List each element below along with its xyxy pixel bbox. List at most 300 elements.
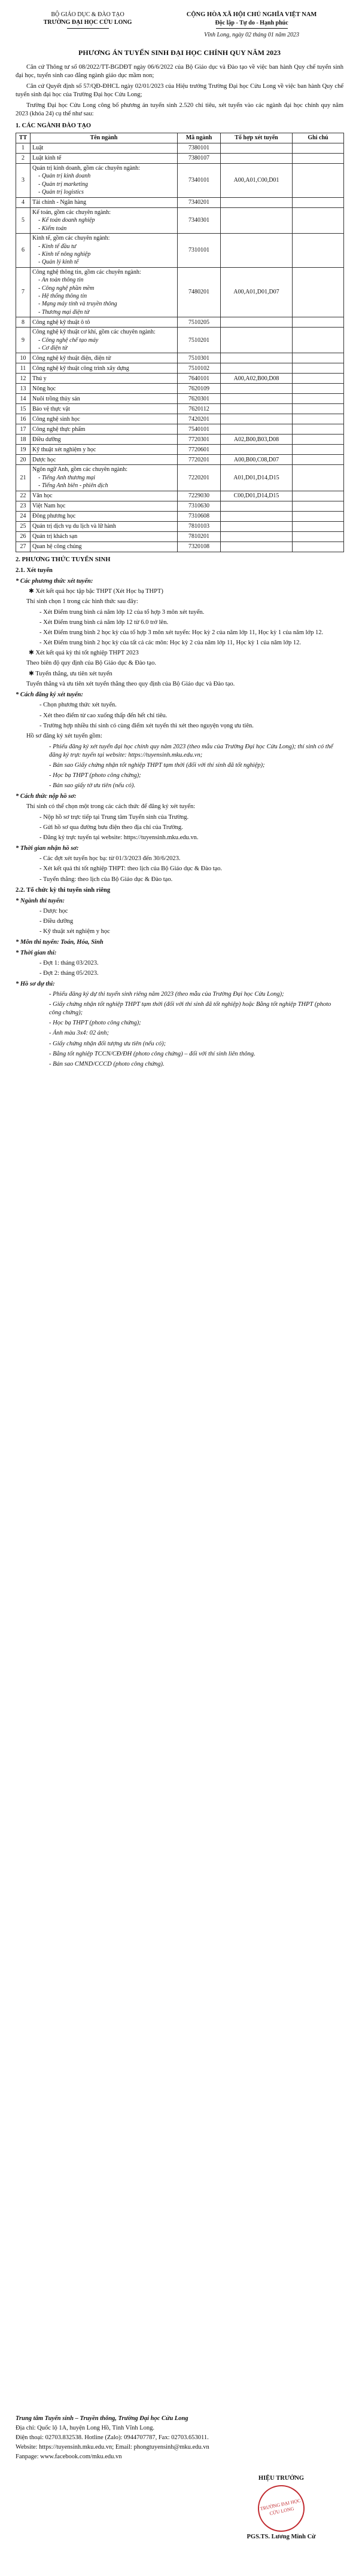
specialization: - Tiếng Anh thương mại (38, 474, 175, 482)
table-row (16, 207, 344, 233)
table-row (16, 435, 344, 445)
row-major (31, 363, 178, 374)
method-3: ✱ Tuyển thẳng, ưu tiên xét tuyển (29, 671, 112, 678)
row-note (293, 414, 344, 424)
table-row (16, 531, 344, 541)
row-code: 7420201 (178, 414, 221, 424)
exam-doc-text: Ảnh màu 3x4: 02 ảnh; (53, 1030, 109, 1037)
signature-block (227, 2474, 335, 2541)
method-1: ✱ Xét kết quả học tập bậc THPT (Xét Học bạ THPT) (29, 588, 163, 595)
method-1-option: - Xét Điểm trung bình 2 học kỳ của tổ hợp 3 môn xét tuyển: Học kỳ 2 của năm lớp 11, Học kỳ 1 của năm lớp 12. (39, 629, 324, 637)
row-combo (221, 363, 293, 374)
table-row (16, 404, 344, 414)
row-tt: 16 (16, 414, 31, 424)
exam-doc: - Học bạ THPT (photo công chứng); (49, 1020, 141, 1027)
motto-underline (216, 28, 288, 29)
row-tt: 7 (16, 267, 31, 317)
exam-major-text: Điều dưỡng (43, 917, 74, 925)
exam-doc-text: Bản sao CMND/CCCD (photo công chứng). (53, 1060, 165, 1067)
document-item: - Học bạ THPT (photo công chứng); (49, 772, 141, 779)
contact-address: Địa chỉ: Quốc lộ 1A, huyện Long Hồ, Tỉnh Vĩnh Long. (16, 2425, 155, 2432)
specialization: - Quản trị kinh doanh (38, 172, 175, 180)
row-tt: 3 (16, 163, 31, 197)
major-name: Nông học (32, 385, 56, 392)
table-row (16, 501, 344, 511)
exam-time-text: Đợt 1: tháng 03/2023. (43, 960, 99, 967)
exam-major-text: Dược học (43, 907, 68, 914)
row-note (293, 531, 344, 541)
row-major (31, 541, 178, 552)
major-name: Tài chính - Ngân hàng (32, 199, 86, 206)
major-name: Quản trị kinh doanh, gồm các chuyên ngành: (32, 164, 140, 172)
document-item-text: Bản sao giấy tờ ưu tiên (nếu có). (53, 782, 136, 789)
exam-doc: - Bản sao CMND/CCCD (photo công chứng). (49, 1060, 165, 1067)
exam-time-heading: * Thời gian thi: (16, 949, 57, 956)
table-row (16, 233, 344, 267)
nation-block (160, 11, 343, 39)
row-note (293, 197, 344, 207)
major-name: Kinh tế, gồm các chuyên ngành: (32, 235, 110, 242)
section-2-title: 2. PHƯƠNG THỨC TUYỂN SINH (16, 556, 111, 563)
row-tt: 4 (16, 197, 31, 207)
intro-paragraph: Trường Đại học Cửu Long công bố phương án tuyển sinh 2.520 chỉ tiêu, xét tuyển vào các ngành đại học chính quy năm 2023 (khóa 24) cụ thể như sau: (16, 102, 343, 118)
method-1-option-text: Xét Điểm trung bình cả năm lớp 12 của tổ hợp 3 môn xét tuyển. (43, 608, 205, 616)
row-tt: 13 (16, 384, 31, 394)
section-2-1-title: 2.1. Xét tuyển (16, 567, 53, 574)
row-note (293, 465, 344, 491)
table-row (16, 267, 344, 317)
row-note (293, 317, 344, 328)
row-major (31, 414, 178, 424)
document-item-text: Bản sao Giấy chứng nhận tốt nghiệp THPT tạm thời (đối với thí sinh đã tốt nghiệp); (53, 761, 265, 769)
row-combo (221, 233, 293, 267)
row-tt: 22 (16, 491, 31, 501)
table-row (16, 153, 344, 163)
signer-role: HIỆU TRƯỞNG (258, 2475, 305, 2482)
specialization: - Hệ thống thông tin (38, 292, 175, 300)
exam-doc-text: Giấy chứng nhận đối tượng ưu tiên (nếu có); (53, 1040, 166, 1047)
row-tt: 18 (16, 435, 31, 445)
method-1-option-text: Xét Điểm trung bình cả năm lớp 12 từ 6.0 trở lên. (43, 619, 169, 626)
row-code: 7540101 (178, 424, 221, 435)
university-name: TRƯỜNG ĐẠI HỌC CỬU LONG (43, 19, 132, 26)
major-name: Công nghệ kỹ thuật điện, điện tử (32, 354, 111, 362)
specialization: - Công nghệ phần mềm (38, 284, 175, 292)
row-major (31, 163, 178, 197)
submission-way-text: Đăng ký trực tuyến tại website: https://tuyensinh.mku.edu.vn. (43, 834, 199, 842)
row-code: 7640101 (178, 374, 221, 384)
exam-major: - Kỹ thuật xét nghiệm y học (39, 928, 110, 935)
row-major (31, 374, 178, 384)
timeline-item: - Tuyển thẳng: theo lịch của Bộ Giáo dục & Đào tạo. (39, 876, 173, 883)
row-tt: 2 (16, 153, 31, 163)
registration-step: - Xét theo điểm từ cao xuống thấp đến hết chỉ tiêu. (39, 712, 168, 719)
submission-way: - Nộp hồ sơ trực tiếp tại Trung tâm Tuyển sinh của Trường. (39, 814, 189, 821)
timeline-item-text: Xét kết quả thi tốt nghiệp THPT: theo lịch của Bộ Giáo dục & Đào tạo. (43, 865, 223, 873)
method-1-label: Xét kết quả học tập bậc THPT (Xét Học bạ THPT) (35, 588, 163, 595)
university-seal: TRƯỜNG ĐẠI HỌC CỬU LONG (254, 2481, 309, 2537)
majors-table (16, 133, 344, 552)
submission-heading: * Cách thức nộp hồ sơ: (16, 793, 77, 800)
signer-name: PGS.TS. Lương Minh Cừ (247, 2534, 316, 2541)
row-major (31, 521, 178, 531)
col-header-tt: TT (16, 133, 31, 143)
row-major (31, 445, 178, 455)
table-row (16, 143, 344, 153)
exam-doc-text: Học bạ THPT (photo công chứng); (53, 1020, 141, 1027)
document-item: - Bản sao giấy tờ ưu tiên (nếu có). (49, 782, 136, 789)
row-major (31, 233, 178, 267)
document-title: PHƯƠNG ÁN TUYỂN SINH ĐẠI HỌC CHÍNH QUY NĂM 2023 (78, 48, 281, 57)
row-note (293, 424, 344, 435)
row-tt: 25 (16, 521, 31, 531)
method-2: ✱ Xét kết quả kỳ thi tốt nghiệp THPT 2023 (29, 650, 139, 657)
specialization: - Cơ điện tử (38, 344, 175, 352)
row-code: 7480201 (178, 267, 221, 317)
table-row (16, 317, 344, 328)
method-2-text: Theo biên độ quy định của Bộ Giáo dục & Đào tạo. (26, 660, 156, 667)
row-tt: 1 (16, 143, 31, 153)
row-major (31, 197, 178, 207)
row-code: 7220201 (178, 465, 221, 491)
major-name: Thú y (32, 375, 47, 382)
table-row (16, 363, 344, 374)
table-row (16, 521, 344, 531)
major-name: Bảo vệ thực vật (32, 405, 70, 412)
method-1-option-text: Xét Điểm trung bình 2 học kỳ của tất cả các môn: Học kỳ 2 của năm lớp 11, Học kỳ 1 của năm lớp 12. (43, 640, 302, 647)
major-name: Quản trị khách sạn (32, 533, 78, 540)
table-row (16, 491, 344, 501)
row-note (293, 384, 344, 394)
row-tt: 6 (16, 233, 31, 267)
timeline-heading: * Thời gian nhận hồ sơ: (16, 845, 79, 852)
table-row (16, 465, 344, 491)
method-2-label: Xét kết quả kỳ thi tốt nghiệp THPT 2023 (35, 650, 139, 657)
row-combo (221, 531, 293, 541)
table-row (16, 394, 344, 404)
major-name: Đông phương học (32, 512, 76, 519)
row-note (293, 233, 344, 267)
registration-step: - Trường hợp nhiều thí sinh có cùng điểm xét tuyển thì xét theo nguyện vọng ưu tiên. (39, 722, 254, 729)
row-combo (221, 424, 293, 435)
issuer-underline (67, 28, 109, 29)
row-note (293, 445, 344, 455)
row-tt: 14 (16, 394, 31, 404)
document-header (16, 11, 343, 39)
major-name: Điều dưỡng (32, 436, 61, 443)
ministry-name: BỘ GIÁO DỤC & ĐÀO TẠO (51, 11, 124, 18)
row-note (293, 363, 344, 374)
exam-time-text: Đợt 2: tháng 05/2023. (43, 970, 99, 977)
table-row (16, 374, 344, 384)
row-tt: 27 (16, 541, 31, 552)
timeline-item: - Các đợt xét tuyển học bạ: từ 01/3/2023 đến 30/6/2023. (39, 855, 181, 862)
method-1-option: - Xét Điểm trung bình 2 học kỳ của tất cả các môn: Học kỳ 2 của năm lớp 11, Học kỳ 1 của năm lớp 12. (39, 640, 302, 647)
row-note (293, 374, 344, 384)
row-tt: 23 (16, 501, 31, 511)
registration-step-text: Chọn phương thức xét tuyển. (43, 702, 117, 709)
row-combo (221, 511, 293, 521)
row-code: 7310101 (178, 233, 221, 267)
row-code: 7620112 (178, 404, 221, 414)
row-major (31, 424, 178, 435)
documents-heading: Hồ sơ đăng ký xét tuyển gồm: (26, 732, 102, 739)
row-note (293, 207, 344, 233)
row-note (293, 511, 344, 521)
row-combo (221, 414, 293, 424)
major-name: Công nghệ kỹ thuật ô tô (32, 319, 90, 326)
col-header-combo: Tổ hợp xét tuyển (221, 133, 293, 143)
exam-doc: - Giấy chứng nhận đối tượng ưu tiên (nếu có); (49, 1040, 166, 1047)
table-row (16, 384, 344, 394)
contact-title: Trung tâm Tuyển sinh – Truyền thông, Trường Đại học Cửu Long (16, 2415, 188, 2422)
table-row (16, 414, 344, 424)
row-major (31, 465, 178, 491)
row-tt: 10 (16, 353, 31, 363)
row-tt: 8 (16, 317, 31, 328)
row-combo (221, 207, 293, 233)
major-name: Công nghệ sinh học (32, 415, 80, 423)
major-name: Kế toán, gồm các chuyên ngành: (32, 209, 111, 216)
specializations (32, 243, 175, 267)
row-code: 7320108 (178, 541, 221, 552)
major-name: Ngôn ngữ Anh, gồm các chuyên ngành: (32, 466, 127, 473)
row-note (293, 394, 344, 404)
specialization: - Quản trị logistics (38, 188, 175, 196)
specialization: - An toàn thông tin (38, 276, 175, 284)
row-combo (221, 143, 293, 153)
col-header-name: Tên ngành (31, 133, 178, 143)
table-row (16, 163, 344, 197)
row-tt: 15 (16, 404, 31, 414)
row-major (31, 384, 178, 394)
contact-fanpage: Fanpage: www.facebook.com/mku.edu.vn (16, 2453, 122, 2461)
row-code: 7510301 (178, 353, 221, 363)
exam-docs-heading: * Hồ sơ dự thi: (16, 981, 55, 988)
specialization: - Quản lý kinh tế (38, 258, 175, 266)
majors-table-header (16, 133, 344, 143)
row-code: 7340201 (178, 197, 221, 207)
exam-doc: - Giấy chứng nhận tốt nghiệp THPT tạm thời (đối với thí sinh đã tốt nghiệp) hoặc Bằng tốt nghiệp THPT (photo công chứng); (49, 1001, 331, 1017)
major-name: Kỹ thuật xét nghiệm y học (32, 446, 96, 453)
row-code: 7380101 (178, 143, 221, 153)
row-major (31, 491, 178, 501)
row-note (293, 501, 344, 511)
col-header-code: Mã ngành (178, 133, 221, 143)
row-combo (221, 541, 293, 552)
row-combo (221, 521, 293, 531)
specialization: - Công nghệ chế tạo máy (38, 336, 175, 344)
table-row (16, 445, 344, 455)
row-note (293, 353, 344, 363)
method-3-label: Tuyển thẳng, ưu tiên xét tuyển (35, 671, 112, 678)
exam-doc-text: Bằng tốt nghiệp TCCN/CĐ/ĐH (photo công chứng) – đối với thí sinh liên thông. (53, 1050, 255, 1057)
contact-phone: Điện thoại: 02703.832538. Hotline (Zalo): 0944707787, Fax: 02703.653011. (16, 2434, 209, 2442)
intro-paragraph: Căn cứ Quyết định số 57/QĐ-ĐHCL ngày 02/01/2023 của Hiệu trưởng Trường Đại học Cửu Long về việc ban hành Quy chế tuyển sinh đại học của Trường Đại học Cửu Long; (16, 83, 343, 99)
nation-motto: Độc lập - Tự do - Hạnh phúc (215, 20, 288, 27)
major-name: Nuôi trồng thủy sản (32, 395, 80, 402)
specialization: - Kế toán doanh nghiệp (38, 216, 175, 224)
row-tt: 17 (16, 424, 31, 435)
method-1-intro: Thí sinh chọn 1 trong các hình thức sau đây: (26, 598, 138, 605)
row-note (293, 521, 344, 531)
row-note (293, 491, 344, 501)
registration-heading: * Cách đăng ký xét tuyển: (16, 692, 83, 699)
row-note (293, 404, 344, 414)
specialization: - Kinh tế đầu tư (38, 243, 175, 250)
exam-doc: - Phiếu đăng ký dự thi tuyển sinh riêng năm 2023 (theo mẫu của Trường Đại học Cửu Long); (49, 991, 284, 998)
row-combo: A00,B00,C08,D07 (221, 455, 293, 465)
submission-way: - Đăng ký trực tuyến tại website: https://tuyensinh.mku.edu.vn. (39, 834, 199, 842)
col-header-note: Ghi chú (293, 133, 344, 143)
exam-time: - Đợt 1: tháng 03/2023. (39, 960, 99, 967)
methods-heading: * Các phương thức xét tuyển: (16, 577, 93, 585)
timeline-item-text: Tuyển thẳng: theo lịch của Bộ Giáo dục & Đào tạo. (42, 876, 173, 883)
method-1-option: - Xét Điểm trung bình cả năm lớp 12 của tổ hợp 3 môn xét tuyển. (39, 608, 205, 616)
exam-doc: - Bằng tốt nghiệp TCCN/CĐ/ĐH (photo công chứng) – đối với thí sinh liên thông. (49, 1050, 255, 1057)
row-code: 7720201 (178, 455, 221, 465)
specialization: - Kiểm toán (38, 225, 175, 232)
row-tt: 21 (16, 465, 31, 491)
specializations (32, 474, 175, 490)
exam-doc-text: Phiếu đăng ký dự thi tuyển sinh riêng năm 2023 (theo mẫu của Trường Đại học Cửu Long); (53, 991, 284, 998)
specializations (32, 216, 175, 232)
row-code: 7510201 (178, 328, 221, 353)
row-tt: 9 (16, 328, 31, 353)
row-combo: A02,B00,B03,D08 (221, 435, 293, 445)
major-name: Luật kinh tế (32, 155, 62, 162)
document-item: - Phiếu đăng ký xét tuyển đại học chính quy năm 2023 (theo mẫu của Trường Đại học Cửu Long); thí sinh có thể đăng ký trực tuyến tại website: https://tuyensinh.mku.edu.vn; (49, 743, 333, 758)
table-row (16, 511, 344, 521)
row-combo (221, 197, 293, 207)
table-row (16, 541, 344, 552)
timeline-item: - Xét kết quả thi tốt nghiệp THPT: theo lịch của Bộ Giáo dục & Đào tạo. (39, 865, 223, 873)
row-tt: 20 (16, 455, 31, 465)
specializations (32, 172, 175, 196)
submission-way: - Gửi hồ sơ qua đường bưu điện theo địa chỉ của Trường. (39, 824, 183, 831)
major-name: Văn học (32, 492, 53, 499)
row-major (31, 207, 178, 233)
specialization: - Quản trị marketing (38, 180, 175, 188)
major-name: Công nghệ kỹ thuật công trình xây dựng (32, 365, 129, 372)
row-code: 7720601 (178, 445, 221, 455)
major-name: Quản trị dịch vụ du lịch và lữ hành (32, 522, 116, 530)
row-code: 7620109 (178, 384, 221, 394)
specializations (32, 276, 175, 316)
section-2-2-title: 2.2. Tổ chức kỳ thi tuyển sinh riêng (16, 886, 111, 894)
row-tt: 26 (16, 531, 31, 541)
row-major (31, 394, 178, 404)
document-item-text: Phiếu đăng ký xét tuyển đại học chính quy năm 2023 (theo mẫu của Trường Đại học Cửu Long); thí sinh có thể đăng ký trực tuyến tại website: https://tuyensinh.mku.edu.vn; (49, 743, 333, 758)
major-name: Công nghệ thực phẩm (32, 426, 86, 433)
row-tt: 11 (16, 363, 31, 374)
row-note (293, 435, 344, 445)
method-3-text: Tuyển thẳng và ưu tiên xét tuyển thẳng theo quy định của Bộ Giáo dục và Đào tạo. (26, 681, 235, 688)
row-combo (221, 501, 293, 511)
row-note (293, 267, 344, 317)
intro-paragraph: Căn cứ Thông tư số 08/2022/TT-BGDĐT ngày 06/6/2022 của Bộ Giáo dục và Đào tạo về việc ban hành Quy chế tuyển sinh đại học, tuyển sinh cao đẳng ngành giáo dục mầm non; (16, 63, 343, 79)
row-major (31, 455, 178, 465)
row-note (293, 163, 344, 197)
row-major (31, 501, 178, 511)
submission-intro: Thí sinh có thể chọn một trong các cách thức để đăng ký xét tuyển: (26, 803, 196, 810)
document-date: Vĩnh Long, ngày 02 tháng 01 năm 2023 (204, 32, 299, 39)
major-name: Quan hệ công chúng (32, 543, 82, 550)
exam-major: - Điều dưỡng (39, 917, 74, 925)
method-1-option-text: Xét Điểm trung bình 2 học kỳ của tổ hợp 3 môn xét tuyển: Học kỳ 2 của năm lớp 11, Học kỳ 1 của năm lớp 12. (43, 629, 324, 637)
registration-step: - Chọn phương thức xét tuyển. (39, 702, 117, 709)
specialization: - Thương mại điện tử (38, 308, 175, 316)
row-combo: A00,A01,C00,D01 (221, 163, 293, 197)
contact-web: Website: https://tuyensinh.mku.edu.vn; Email: phongtuyensinh@mku.edu.vn (16, 2444, 209, 2451)
section-1-title: 1. CÁC NGÀNH ĐÀO TẠO (16, 123, 92, 130)
row-combo: A01,D01,D14,D15 (221, 465, 293, 491)
row-code: 7720301 (178, 435, 221, 445)
major-name: Công nghệ thông tin, gồm các chuyên ngành: (32, 268, 141, 276)
major-name: Luật (32, 145, 44, 152)
registration-step-text: Xét theo điểm từ cao xuống thấp đến hết chỉ tiêu. (43, 712, 168, 719)
exam-time: - Đợt 2: tháng 05/2023. (39, 970, 99, 977)
row-tt: 12 (16, 374, 31, 384)
table-row (16, 328, 344, 353)
major-name: Công nghệ kỹ thuật cơ khí, gồm các chuyên ngành: (32, 329, 156, 336)
specialization: - Kinh tế nông nghiệp (38, 250, 175, 258)
majors-table-body (16, 143, 344, 552)
row-major (31, 531, 178, 541)
row-major (31, 153, 178, 163)
table-row (16, 455, 344, 465)
major-name: Việt Nam học (32, 502, 66, 509)
row-tt: 19 (16, 445, 31, 455)
row-major (31, 328, 178, 353)
row-major (31, 511, 178, 521)
row-combo (221, 328, 293, 353)
exam-doc-text: Giấy chứng nhận tốt nghiệp THPT tạm thời (đối với thí sinh đã tốt nghiệp) hoặc Bằng tốt nghiệp THPT (photo công chứng); (49, 1001, 331, 1017)
row-code: 7810201 (178, 531, 221, 541)
row-code: 7620301 (178, 394, 221, 404)
row-code: 7340101 (178, 163, 221, 197)
contact-block (16, 2415, 255, 2462)
row-major (31, 353, 178, 363)
table-row (16, 197, 344, 207)
row-code: 7229030 (178, 491, 221, 501)
row-note (293, 143, 344, 153)
specialization: - Mạng máy tính và truyền thông (38, 300, 175, 308)
row-note (293, 328, 344, 353)
exam-subjects: * Môn thi tuyển: Toán, Hóa, Sinh (16, 938, 104, 946)
row-combo (221, 445, 293, 455)
row-major (31, 404, 178, 414)
document-item: - Bản sao Giấy chứng nhận tốt nghiệp THPT tạm thời (đối với thí sinh đã tốt nghiệp); (49, 761, 265, 769)
exam-doc: - Ảnh màu 3x4: 02 ảnh; (49, 1030, 109, 1037)
row-combo (221, 317, 293, 328)
specializations (32, 336, 175, 353)
row-code: 7310608 (178, 511, 221, 521)
row-combo: A00,A01,D01,D07 (221, 267, 293, 317)
row-note (293, 541, 344, 552)
table-row (16, 353, 344, 363)
row-tt: 5 (16, 207, 31, 233)
row-combo: C00,D01,D14,D15 (221, 491, 293, 501)
row-major (31, 143, 178, 153)
exam-major: - Dược học (39, 907, 68, 914)
row-combo (221, 394, 293, 404)
row-combo (221, 153, 293, 163)
intro-section (16, 63, 343, 118)
row-code: 7380107 (178, 153, 221, 163)
row-code: 7510205 (178, 317, 221, 328)
exam-major-text: Kỹ thuật xét nghiệm y học (43, 928, 110, 935)
